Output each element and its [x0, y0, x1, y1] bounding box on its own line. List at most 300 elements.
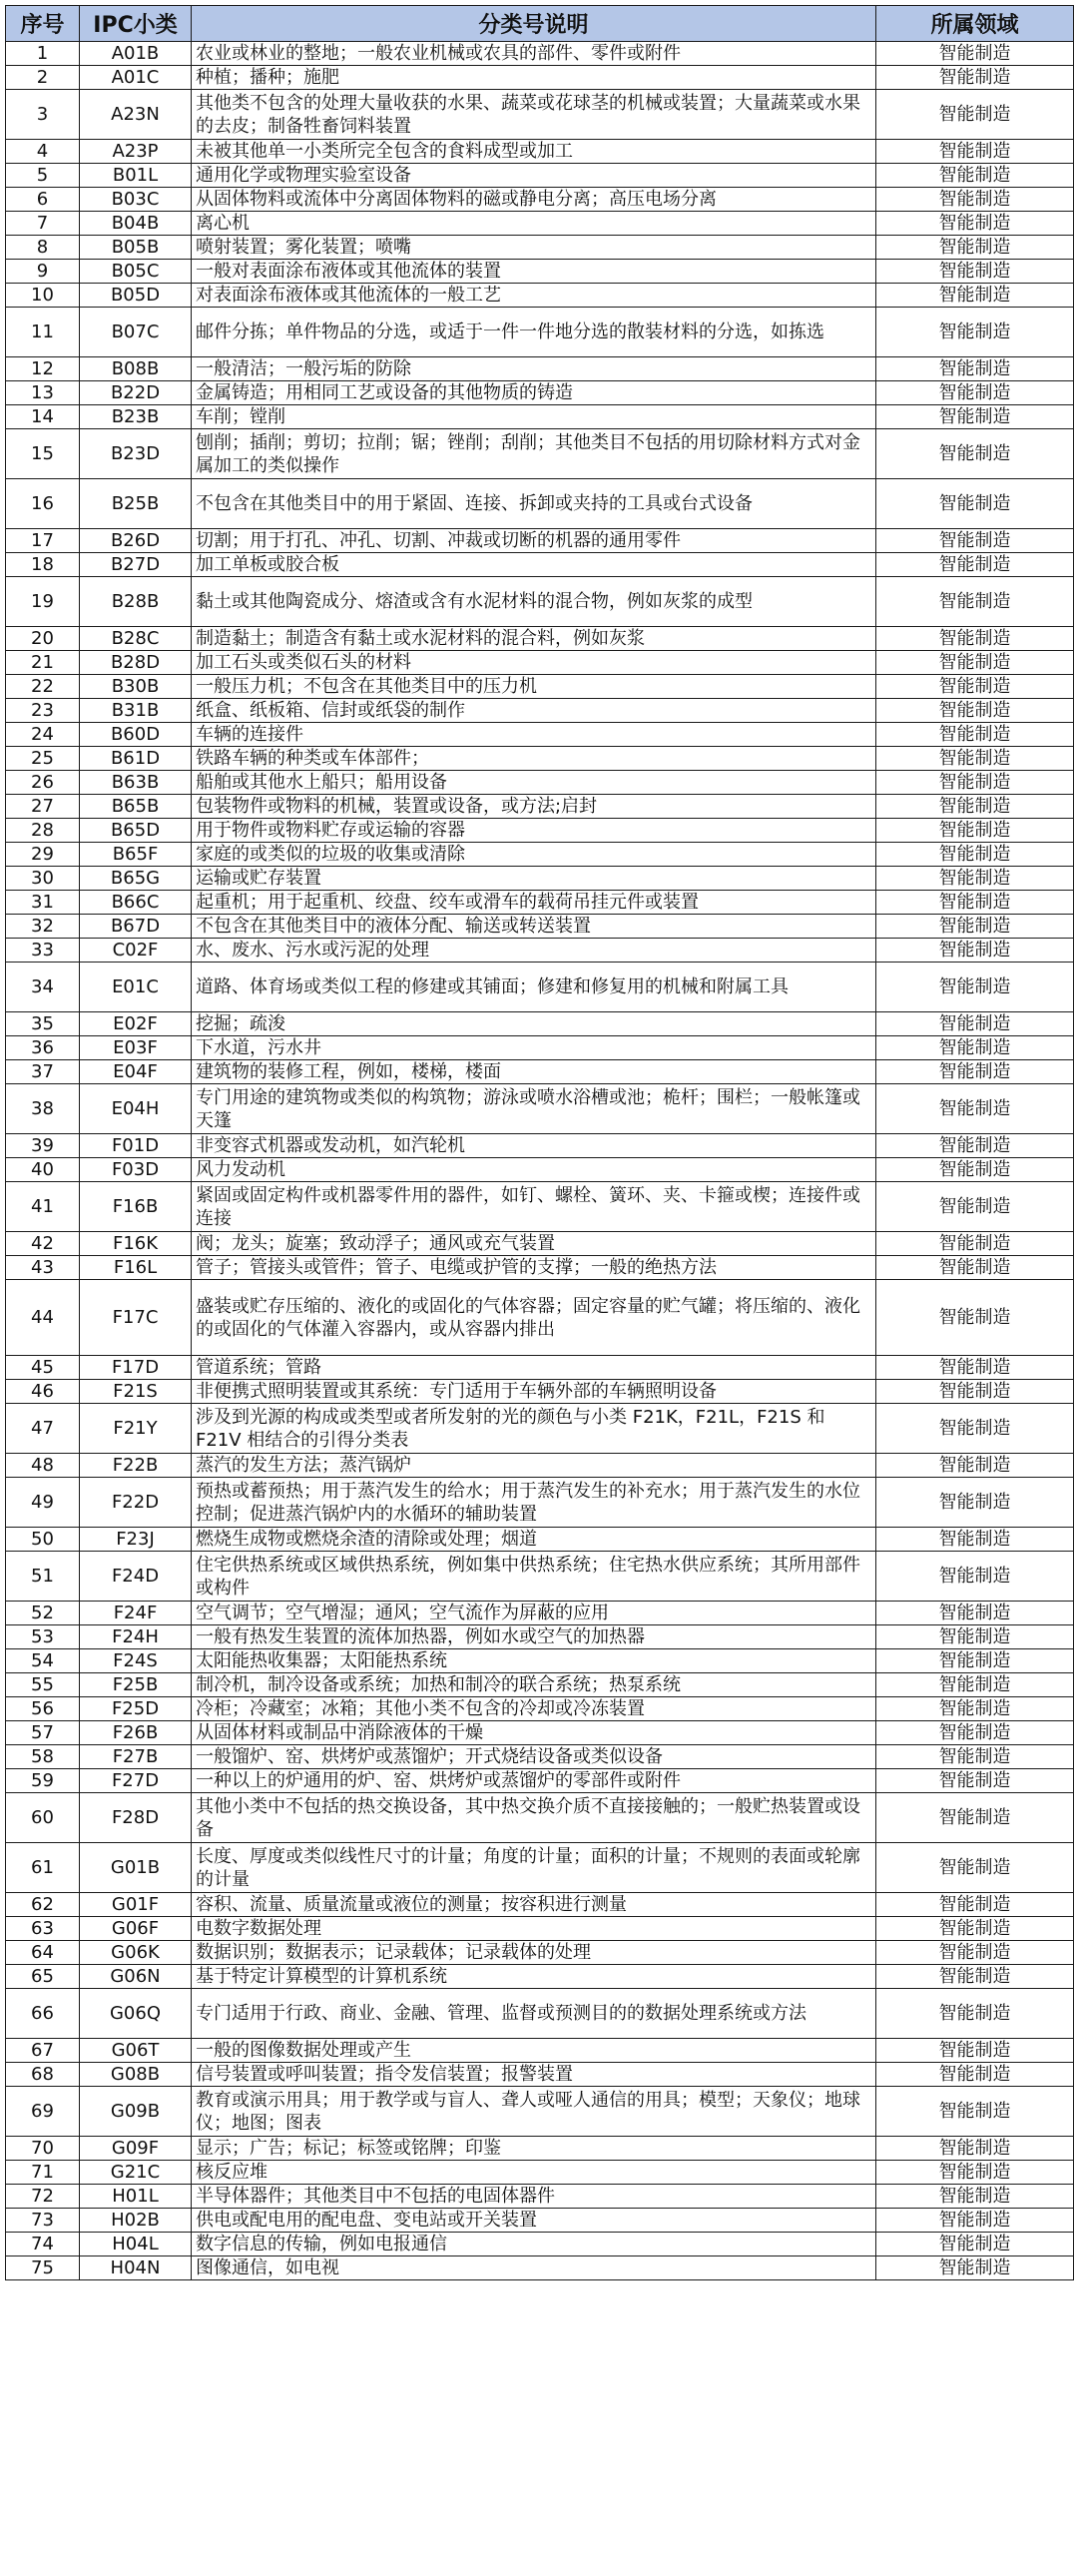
seq-cell: 48 [6, 1454, 80, 1478]
field-cell: 智能制造 [876, 1478, 1074, 1528]
seq-cell: 45 [6, 1356, 80, 1380]
table-row [6, 1280, 1074, 1356]
description-cell: 数字信息的传输，例如电报通信 [192, 2233, 876, 2256]
table-row [6, 1012, 1074, 1036]
field-cell: 智能制造 [876, 1745, 1074, 1769]
seq-cell: 28 [6, 819, 80, 843]
table-row [6, 429, 1074, 479]
table-row [6, 891, 1074, 915]
field-cell: 智能制造 [876, 1843, 1074, 1893]
description-cell: 纸盒、纸板箱、信封或纸袋的制作 [192, 699, 876, 723]
field-cell: 智能制造 [876, 1380, 1074, 1404]
ipc-code-cell: B03C [80, 188, 192, 212]
ipc-code-cell: B65G [80, 867, 192, 891]
table-row [6, 1036, 1074, 1060]
seq-cell: 4 [6, 140, 80, 164]
ipc-code-cell: F25D [80, 1697, 192, 1721]
table-row [6, 1745, 1074, 1769]
seq-cell: 25 [6, 747, 80, 771]
description-cell: 起重机；用于起重机、绞盘、绞车或滑车的载荷吊挂元件或装置 [192, 891, 876, 915]
description-cell: 一种以上的炉通用的炉、窑、烘烤炉或蒸馏炉的零部件或附件 [192, 1769, 876, 1793]
description-cell: 紧固或固定构件或机器零件用的器件，如钉、螺栓、簧环、夹、卡箍或楔；连接件或连接 [192, 1182, 876, 1232]
table-row [6, 747, 1074, 771]
table-row [6, 577, 1074, 627]
description-cell: 专门适用于行政、商业、金融、管理、监督或预测目的的数据处理系统或方法 [192, 1989, 876, 2039]
ipc-code-cell: B05D [80, 284, 192, 308]
table-row [6, 1356, 1074, 1380]
seq-cell: 9 [6, 260, 80, 284]
ipc-code-cell: F24S [80, 1649, 192, 1673]
ipc-code-cell: E02F [80, 1012, 192, 1036]
ipc-code-cell: F27D [80, 1769, 192, 1793]
field-cell: 智能制造 [876, 479, 1074, 529]
field-cell: 智能制造 [876, 2039, 1074, 2063]
field-cell: 智能制造 [876, 1989, 1074, 2039]
field-cell: 智能制造 [876, 891, 1074, 915]
table-row [6, 1793, 1074, 1843]
ipc-code-cell: G09B [80, 2087, 192, 2137]
seq-cell: 47 [6, 1404, 80, 1454]
description-cell: 道路、体育场或类似工程的修建或其铺面；修建和修复用的机械和附属工具 [192, 963, 876, 1012]
description-cell: 非变容式机器或发动机，如汽轮机 [192, 1134, 876, 1158]
seq-cell: 69 [6, 2087, 80, 2137]
seq-cell: 26 [6, 771, 80, 795]
field-cell: 智能制造 [876, 1769, 1074, 1793]
field-cell: 智能制造 [876, 188, 1074, 212]
ipc-code-cell: B01L [80, 164, 192, 188]
table-row [6, 1893, 1074, 1917]
table-row [6, 405, 1074, 429]
description-cell: 从固体物料或流体中分离固体物料的磁或静电分离；高压电场分离 [192, 188, 876, 212]
field-cell: 智能制造 [876, 1134, 1074, 1158]
table-row [6, 42, 1074, 66]
seq-cell: 49 [6, 1478, 80, 1528]
field-cell: 智能制造 [876, 405, 1074, 429]
ipc-code-cell: B30B [80, 675, 192, 699]
table-row [6, 915, 1074, 939]
ipc-code-cell: B05C [80, 260, 192, 284]
ipc-code-cell: F01D [80, 1134, 192, 1158]
table-row [6, 1380, 1074, 1404]
table-row [6, 2161, 1074, 2185]
ipc-code-cell: B23D [80, 429, 192, 479]
header-seq: 序号 [6, 6, 80, 42]
table-row [6, 1602, 1074, 1625]
field-cell: 智能制造 [876, 2256, 1074, 2280]
table-row [6, 867, 1074, 891]
table-row [6, 627, 1074, 651]
description-cell: 核反应堆 [192, 2161, 876, 2185]
ipc-code-cell: G08B [80, 2063, 192, 2087]
field-cell: 智能制造 [876, 1625, 1074, 1649]
seq-cell: 36 [6, 1036, 80, 1060]
table-row [6, 2039, 1074, 2063]
description-cell: 通用化学或物理实验室设备 [192, 164, 876, 188]
seq-cell: 72 [6, 2185, 80, 2209]
seq-cell: 31 [6, 891, 80, 915]
table-row [6, 1528, 1074, 1552]
table-row [6, 1552, 1074, 1602]
seq-cell: 56 [6, 1697, 80, 1721]
table-row [6, 260, 1074, 284]
description-cell: 黏土或其他陶瓷成分、熔渣或含有水泥材料的混合物，例如灰浆的成型 [192, 577, 876, 627]
description-cell: 涉及到光源的构成或类型或者所发射的光的颜色与小类 F21K，F21L，F21S 和 F21V 相结合的引得分类表 [192, 1404, 876, 1454]
ipc-code-cell: B66C [80, 891, 192, 915]
ipc-classification-table-container [5, 5, 1073, 2280]
description-cell: 包装物件或物料的机械，装置或设备，或方法;启封 [192, 795, 876, 819]
field-cell: 智能制造 [876, 819, 1074, 843]
ipc-code-cell: F16L [80, 1256, 192, 1280]
table-row [6, 381, 1074, 405]
ipc-code-cell: B65F [80, 843, 192, 867]
description-cell: 一般馏炉、窑、烘烤炉或蒸馏炉；开式烧结设备或类似设备 [192, 1745, 876, 1769]
table-row [6, 1232, 1074, 1256]
ipc-code-cell: B28D [80, 651, 192, 675]
field-cell: 智能制造 [876, 867, 1074, 891]
table-row [6, 1625, 1074, 1649]
table-row [6, 164, 1074, 188]
seq-cell: 44 [6, 1280, 80, 1356]
field-cell: 智能制造 [876, 675, 1074, 699]
table-header [6, 6, 1074, 42]
ipc-code-cell: A23N [80, 90, 192, 140]
ipc-code-cell: F21Y [80, 1404, 192, 1454]
table-row [6, 2185, 1074, 2209]
field-cell: 智能制造 [876, 1036, 1074, 1060]
field-cell: 智能制造 [876, 1793, 1074, 1843]
seq-cell: 65 [6, 1965, 80, 1989]
field-cell: 智能制造 [876, 1256, 1074, 1280]
seq-cell: 34 [6, 963, 80, 1012]
field-cell: 智能制造 [876, 1602, 1074, 1625]
seq-cell: 16 [6, 479, 80, 529]
ipc-code-cell: B67D [80, 915, 192, 939]
ipc-code-cell: F16K [80, 1232, 192, 1256]
ipc-code-cell: F24D [80, 1552, 192, 1602]
seq-cell: 50 [6, 1528, 80, 1552]
seq-cell: 30 [6, 867, 80, 891]
table-row [6, 2209, 1074, 2233]
ipc-code-cell: F26B [80, 1721, 192, 1745]
table-row [6, 1917, 1074, 1941]
table-row [6, 1989, 1074, 2039]
table-row [6, 1941, 1074, 1965]
field-cell: 智能制造 [876, 1697, 1074, 1721]
table-row [6, 795, 1074, 819]
table-row [6, 2233, 1074, 2256]
field-cell: 智能制造 [876, 1454, 1074, 1478]
seq-cell: 18 [6, 553, 80, 577]
field-cell: 智能制造 [876, 1528, 1074, 1552]
ipc-code-cell: G06Q [80, 1989, 192, 2039]
field-cell: 智能制造 [876, 2161, 1074, 2185]
table-row [6, 1649, 1074, 1673]
field-cell: 智能制造 [876, 553, 1074, 577]
description-cell: 电数字数据处理 [192, 1917, 876, 1941]
table-row [6, 212, 1074, 236]
description-cell: 用于物件或物料贮存或运输的容器 [192, 819, 876, 843]
table-row [6, 2087, 1074, 2137]
description-cell: 空气调节；空气增湿；通风；空气流作为屏蔽的应用 [192, 1602, 876, 1625]
seq-cell: 43 [6, 1256, 80, 1280]
description-cell: 不包含在其他类目中的液体分配、输送或转送装置 [192, 915, 876, 939]
field-cell: 智能制造 [876, 1941, 1074, 1965]
field-cell: 智能制造 [876, 1158, 1074, 1182]
table-row [6, 529, 1074, 553]
seq-cell: 66 [6, 1989, 80, 2039]
seq-cell: 38 [6, 1084, 80, 1134]
field-cell: 智能制造 [876, 90, 1074, 140]
ipc-code-cell: E03F [80, 1036, 192, 1060]
description-cell: 住宅供热系统或区域供热系统，例如集中供热系统；住宅热水供应系统；其所用部件或构件 [192, 1552, 876, 1602]
table-row [6, 1182, 1074, 1232]
seq-cell: 68 [6, 2063, 80, 2087]
ipc-code-cell: B28C [80, 627, 192, 651]
field-cell: 智能制造 [876, 627, 1074, 651]
ipc-code-cell: A23P [80, 140, 192, 164]
description-cell: 数据识别；数据表示；记录载体；记录载体的处理 [192, 1941, 876, 1965]
field-cell: 智能制造 [876, 771, 1074, 795]
description-cell: 非便携式照明装置或其系统：专门适用于车辆外部的车辆照明设备 [192, 1380, 876, 1404]
ipc-code-cell: F21S [80, 1380, 192, 1404]
table-body [6, 42, 1074, 2280]
field-cell: 智能制造 [876, 284, 1074, 308]
ipc-code-cell: F17C [80, 1280, 192, 1356]
field-cell: 智能制造 [876, 2063, 1074, 2087]
ipc-code-cell: B27D [80, 553, 192, 577]
description-cell: 建筑物的装修工程，例如，楼梯，楼面 [192, 1060, 876, 1084]
table-row [6, 2256, 1074, 2280]
seq-cell: 8 [6, 236, 80, 260]
table-row [6, 1721, 1074, 1745]
seq-cell: 63 [6, 1917, 80, 1941]
description-cell: 喷射装置；雾化装置；喷嘴 [192, 236, 876, 260]
seq-cell: 41 [6, 1182, 80, 1232]
seq-cell: 67 [6, 2039, 80, 2063]
field-cell: 智能制造 [876, 843, 1074, 867]
description-cell: 种植；播种；施肥 [192, 66, 876, 90]
table-row [6, 308, 1074, 357]
description-cell: 不包含在其他类目中的用于紧固、连接、拆卸或夹持的工具或台式设备 [192, 479, 876, 529]
ipc-code-cell: H01L [80, 2185, 192, 2209]
field-cell: 智能制造 [876, 2209, 1074, 2233]
description-cell: 其他小类中不包括的热交换设备，其中热交换介质不直接接触的；一般贮热装置或设备 [192, 1793, 876, 1843]
ipc-code-cell: H04N [80, 2256, 192, 2280]
seq-cell: 27 [6, 795, 80, 819]
ipc-code-cell: A01C [80, 66, 192, 90]
description-cell: 长度、厚度或类似线性尺寸的计量；角度的计量；面积的计量；不规则的表面或轮廓的计量 [192, 1843, 876, 1893]
description-cell: 一般压力机；不包含在其他类目中的压力机 [192, 675, 876, 699]
seq-cell: 17 [6, 529, 80, 553]
field-cell: 智能制造 [876, 963, 1074, 1012]
ipc-code-cell: B04B [80, 212, 192, 236]
seq-cell: 74 [6, 2233, 80, 2256]
ipc-code-cell: C02F [80, 939, 192, 963]
seq-cell: 5 [6, 164, 80, 188]
seq-cell: 21 [6, 651, 80, 675]
description-cell: 对表面涂布液体或其他流体的一般工艺 [192, 284, 876, 308]
table-row [6, 1256, 1074, 1280]
seq-cell: 37 [6, 1060, 80, 1084]
description-cell: 管道系统；管路 [192, 1356, 876, 1380]
ipc-code-cell: E04F [80, 1060, 192, 1084]
table-row [6, 1084, 1074, 1134]
ipc-code-cell: B22D [80, 381, 192, 405]
ipc-code-cell: H04L [80, 2233, 192, 2256]
field-cell: 智能制造 [876, 164, 1074, 188]
description-cell: 一般的图像数据处理或产生 [192, 2039, 876, 2063]
ipc-classification-table [5, 5, 1074, 2280]
description-cell: 运输或贮存装置 [192, 867, 876, 891]
seq-cell: 70 [6, 2137, 80, 2161]
ipc-code-cell: B31B [80, 699, 192, 723]
description-cell: 冷柜；冷藏室；冰箱；其他小类不包含的冷却或冷冻装置 [192, 1697, 876, 1721]
header-row [6, 6, 1074, 42]
table-row [6, 553, 1074, 577]
description-cell: 阀；龙头；旋塞；致动浮子；通风或充气装置 [192, 1232, 876, 1256]
seq-cell: 58 [6, 1745, 80, 1769]
ipc-code-cell: B60D [80, 723, 192, 747]
seq-cell: 6 [6, 188, 80, 212]
field-cell: 智能制造 [876, 357, 1074, 381]
field-cell: 智能制造 [876, 1893, 1074, 1917]
field-cell: 智能制造 [876, 1917, 1074, 1941]
table-row [6, 771, 1074, 795]
table-row [6, 2137, 1074, 2161]
seq-cell: 23 [6, 699, 80, 723]
description-cell: 金属铸造；用相同工艺或设备的其他物质的铸造 [192, 381, 876, 405]
seq-cell: 57 [6, 1721, 80, 1745]
field-cell: 智能制造 [876, 1182, 1074, 1232]
description-cell: 燃烧生成物或燃烧余渣的清除或处理；烟道 [192, 1528, 876, 1552]
table-row [6, 1404, 1074, 1454]
ipc-code-cell: F22D [80, 1478, 192, 1528]
seq-cell: 14 [6, 405, 80, 429]
description-cell: 太阳能热收集器；太阳能热系统 [192, 1649, 876, 1673]
field-cell: 智能制造 [876, 1280, 1074, 1356]
seq-cell: 46 [6, 1380, 80, 1404]
ipc-code-cell: G06K [80, 1941, 192, 1965]
description-cell: 车削；镗削 [192, 405, 876, 429]
ipc-code-cell: H02B [80, 2209, 192, 2233]
field-cell: 智能制造 [876, 66, 1074, 90]
seq-cell: 60 [6, 1793, 80, 1843]
description-cell: 一般有热发生装置的流体加热器，例如水或空气的加热器 [192, 1625, 876, 1649]
table-row [6, 1965, 1074, 1989]
description-cell: 加工石头或类似石头的材料 [192, 651, 876, 675]
field-cell: 智能制造 [876, 1404, 1074, 1454]
field-cell: 智能制造 [876, 42, 1074, 66]
seq-cell: 42 [6, 1232, 80, 1256]
field-cell: 智能制造 [876, 1060, 1074, 1084]
description-cell: 盛装或贮存压缩的、液化的或固化的气体容器；固定容量的贮气罐；将压缩的、液化的或固化的气体灌入容器内，或从容器内排出 [192, 1280, 876, 1356]
header-ipc: IPC小类 [80, 6, 192, 42]
seq-cell: 24 [6, 723, 80, 747]
field-cell: 智能制造 [876, 1673, 1074, 1697]
field-cell: 智能制造 [876, 1356, 1074, 1380]
description-cell: 蒸汽的发生方法；蒸汽锅炉 [192, 1454, 876, 1478]
field-cell: 智能制造 [876, 2137, 1074, 2161]
seq-cell: 35 [6, 1012, 80, 1036]
ipc-code-cell: G09F [80, 2137, 192, 2161]
ipc-code-cell: B25B [80, 479, 192, 529]
description-cell: 车辆的连接件 [192, 723, 876, 747]
table-row [6, 843, 1074, 867]
ipc-code-cell: G21C [80, 2161, 192, 2185]
field-cell: 智能制造 [876, 939, 1074, 963]
field-cell: 智能制造 [876, 2087, 1074, 2137]
field-cell: 智能制造 [876, 1012, 1074, 1036]
seq-cell: 15 [6, 429, 80, 479]
field-cell: 智能制造 [876, 747, 1074, 771]
table-row [6, 140, 1074, 164]
field-cell: 智能制造 [876, 1649, 1074, 1673]
table-row [6, 699, 1074, 723]
ipc-code-cell: B23B [80, 405, 192, 429]
description-cell: 水、废水、污水或污泥的处理 [192, 939, 876, 963]
description-cell: 制造黏土；制造含有黏土或水泥材料的混合料，例如灰浆 [192, 627, 876, 651]
table-row [6, 188, 1074, 212]
seq-cell: 54 [6, 1649, 80, 1673]
description-cell: 半导体器件；其他类目中不包括的电固体器件 [192, 2185, 876, 2209]
seq-cell: 20 [6, 627, 80, 651]
ipc-code-cell: E04H [80, 1084, 192, 1134]
table-row [6, 1673, 1074, 1697]
ipc-code-cell: F16B [80, 1182, 192, 1232]
ipc-code-cell: A01B [80, 42, 192, 66]
seq-cell: 61 [6, 1843, 80, 1893]
description-cell: 切割；用于打孔、冲孔、切割、冲裁或切断的机器的通用零件 [192, 529, 876, 553]
description-cell: 家庭的或类似的垃圾的收集或清除 [192, 843, 876, 867]
field-cell: 智能制造 [876, 2233, 1074, 2256]
description-cell: 图像通信，如电视 [192, 2256, 876, 2280]
ipc-code-cell: F24H [80, 1625, 192, 1649]
header-field: 所属领域 [876, 6, 1074, 42]
table-row [6, 1134, 1074, 1158]
seq-cell: 73 [6, 2209, 80, 2233]
seq-cell: 22 [6, 675, 80, 699]
seq-cell: 55 [6, 1673, 80, 1697]
seq-cell: 75 [6, 2256, 80, 2280]
description-cell: 船舶或其他水上船只；船用设备 [192, 771, 876, 795]
ipc-code-cell: G06F [80, 1917, 192, 1941]
field-cell: 智能制造 [876, 381, 1074, 405]
field-cell: 智能制造 [876, 723, 1074, 747]
description-cell: 邮件分拣；单件物品的分选，或适于一件一件地分选的散装材料的分选，如拣选 [192, 308, 876, 357]
description-cell: 铁路车辆的种类或车体部件； [192, 747, 876, 771]
table-row [6, 2063, 1074, 2087]
seq-cell: 64 [6, 1941, 80, 1965]
seq-cell: 62 [6, 1893, 80, 1917]
ipc-code-cell: B26D [80, 529, 192, 553]
ipc-code-cell: F23J [80, 1528, 192, 1552]
description-cell: 其他类不包含的处理大量收获的水果、蔬菜或花球茎的机械或装置；大量蔬菜或水果的去皮；制备牲畜饲料装置 [192, 90, 876, 140]
field-cell: 智能制造 [876, 1084, 1074, 1134]
field-cell: 智能制造 [876, 236, 1074, 260]
seq-cell: 33 [6, 939, 80, 963]
description-cell: 下水道，污水井 [192, 1036, 876, 1060]
description-cell: 未被其他单一小类所完全包含的食料成型或加工 [192, 140, 876, 164]
table-row [6, 963, 1074, 1012]
table-row [6, 1454, 1074, 1478]
description-cell: 显示；广告；标记；标签或铭牌；印鉴 [192, 2137, 876, 2161]
description-cell: 制冷机，制冷设备或系统；加热和制冷的联合系统；热泵系统 [192, 1673, 876, 1697]
field-cell: 智能制造 [876, 308, 1074, 357]
ipc-code-cell: F28D [80, 1793, 192, 1843]
description-cell: 基于特定计算模型的计算机系统 [192, 1965, 876, 1989]
ipc-code-cell: B08B [80, 357, 192, 381]
description-cell: 管子；管接头或管件；管子、电缆或护管的支撑；一般的绝热方法 [192, 1256, 876, 1280]
